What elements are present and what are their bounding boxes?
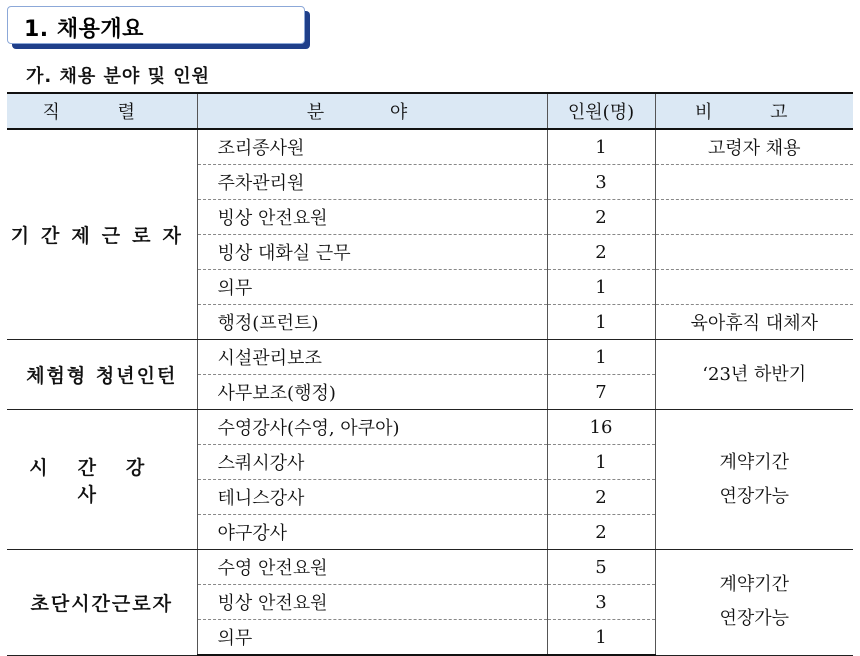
table-row bbox=[7, 340, 853, 375]
count-cell: 1 bbox=[547, 270, 655, 305]
job-cell: 기간제근로자 bbox=[7, 129, 197, 340]
subtitle: 가. 채용 분야 및 인원 bbox=[26, 66, 211, 87]
count-cell: 2 bbox=[547, 480, 655, 515]
field-cell: 의무 bbox=[197, 270, 547, 305]
field-cell: 빙상 안전요원 bbox=[197, 585, 547, 620]
table-header-row bbox=[7, 93, 853, 129]
field-cell: 스쿼시강사 bbox=[197, 445, 547, 480]
count-cell: 2 bbox=[547, 200, 655, 235]
note-cell: ‘23년 하반기 bbox=[655, 340, 853, 410]
count-cell: 3 bbox=[547, 585, 655, 620]
count-cell: 1 bbox=[547, 620, 655, 656]
count-cell: 1 bbox=[547, 445, 655, 480]
header-job: 직 렬 bbox=[7, 93, 197, 129]
field-cell: 사무보조(행정) bbox=[197, 375, 547, 410]
job-cell: 체험형 청년인턴 bbox=[7, 340, 197, 410]
field-cell: 빙상 대화실 근무 bbox=[197, 235, 547, 270]
job-cell: 초단시간근로자 bbox=[7, 550, 197, 656]
note-line: 연장가능 bbox=[719, 608, 790, 630]
field-cell: 행정(프런트) bbox=[197, 305, 547, 340]
field-cell: 야구강사 bbox=[197, 515, 547, 550]
table-row bbox=[7, 129, 853, 165]
field-cell: 수영 안전요원 bbox=[197, 550, 547, 585]
field-cell: 의무 bbox=[197, 620, 547, 656]
note-line: 계약기간 bbox=[719, 574, 790, 596]
count-cell: 7 bbox=[547, 375, 655, 410]
count-cell: 1 bbox=[547, 129, 655, 165]
note-cell bbox=[655, 550, 853, 656]
count-cell: 2 bbox=[547, 515, 655, 550]
header-count: 인원(명) bbox=[547, 93, 655, 129]
note-cell bbox=[655, 235, 853, 270]
note-line: 연장가능 bbox=[719, 485, 790, 507]
count-cell: 3 bbox=[547, 165, 655, 200]
section-title-box bbox=[7, 6, 305, 44]
count-cell: 2 bbox=[547, 235, 655, 270]
count-cell: 1 bbox=[547, 305, 655, 340]
table-row bbox=[7, 550, 853, 585]
header-note: 비 고 bbox=[655, 93, 853, 129]
field-cell: 빙상 안전요원 bbox=[197, 200, 547, 235]
recruitment-table bbox=[7, 92, 853, 656]
table-row bbox=[7, 410, 853, 445]
header-field: 분 야 bbox=[197, 93, 547, 129]
job-cell: 시간강사 bbox=[7, 410, 197, 550]
note-line: 계약기간 bbox=[719, 451, 790, 473]
note-cell bbox=[655, 200, 853, 235]
note-cell: 육아휴직 대체자 bbox=[655, 305, 853, 340]
section-title: 1. 채용개요 bbox=[24, 17, 144, 42]
note-cell bbox=[655, 165, 853, 200]
note-cell: 고령자 채용 bbox=[655, 129, 853, 165]
field-cell: 테니스강사 bbox=[197, 480, 547, 515]
count-cell: 1 bbox=[547, 340, 655, 375]
count-cell: 5 bbox=[547, 550, 655, 585]
field-cell: 수영강사(수영, 아쿠아) bbox=[197, 410, 547, 445]
field-cell: 조리종사원 bbox=[197, 129, 547, 165]
field-cell: 시설관리보조 bbox=[197, 340, 547, 375]
field-cell: 주차관리원 bbox=[197, 165, 547, 200]
count-cell: 16 bbox=[547, 410, 655, 445]
note-cell bbox=[655, 410, 853, 550]
note-cell bbox=[655, 270, 853, 305]
